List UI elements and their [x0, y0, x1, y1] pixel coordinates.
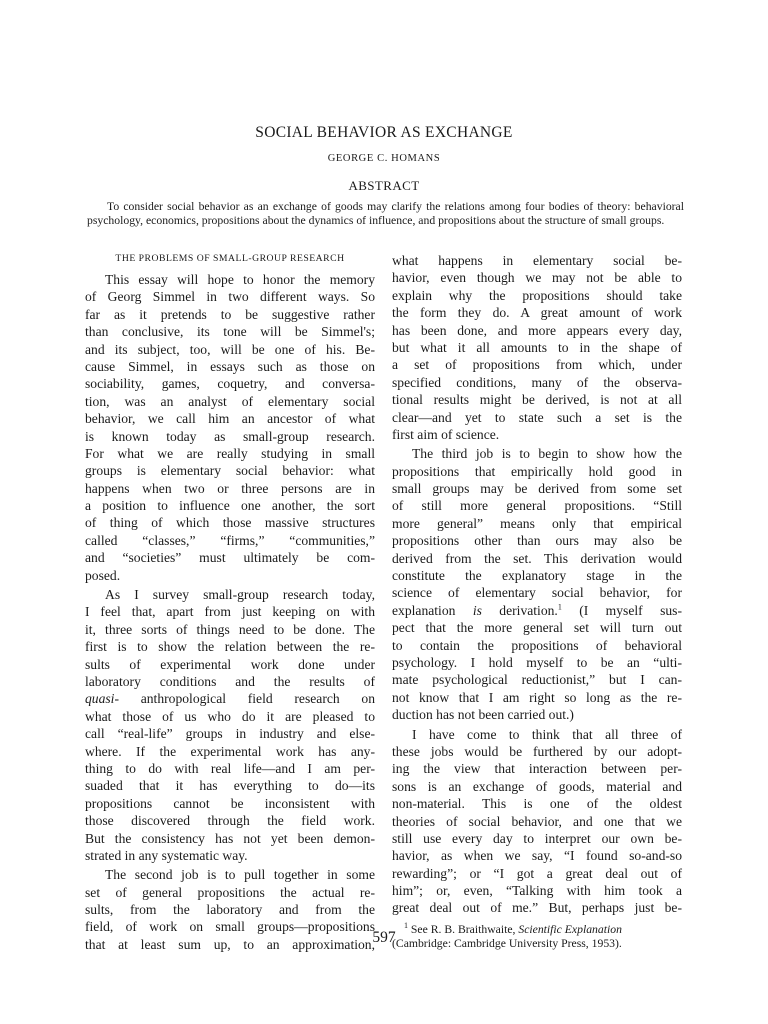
text-line: derived from the set. This derivation would [392, 550, 682, 566]
right-column [392, 252, 682, 951]
text-line: where. If the experimental work has any- [85, 743, 375, 759]
text-line: set of general propositions the actual re- [85, 884, 375, 900]
abstract-heading: ABSTRACT [348, 178, 420, 193]
text-line: than conclusive, its tone will be Simmel's; [85, 324, 375, 340]
text-line: science of elementary social behavior, for [392, 585, 682, 601]
text-line: thing to do with real life—and I am per- [85, 760, 375, 776]
text-line: propositions that empirically hold good in [392, 463, 682, 479]
text-line: sons is an exchange of goods, material and [392, 778, 682, 794]
abstract-text: To consider social behavior as an exchange of goods may clarify the relations among four bodies of theory: behavioral psychology, economics, propositions about the dynamics of influence, and propositions about the structure of small groups. [87, 200, 684, 227]
text-line: has been done, and more appears every day, [392, 322, 682, 338]
text-line: to contain the propositions of behavioral [392, 637, 682, 653]
text-line: I have come to think that all three of [412, 726, 682, 742]
text-line: first is to show the relation between the re- [85, 639, 375, 655]
text-line: first aim of science. [392, 426, 500, 442]
text-line: a set of propositions from which, under [392, 357, 682, 373]
text-line: what happens in elementary social be- [392, 253, 682, 268]
italic-word: quasi- [85, 691, 119, 707]
footnote-marker: 1 [404, 920, 408, 930]
text-line: explain why the propositions should take [392, 287, 682, 303]
text-line: theories of social behavior, and one that we [392, 813, 682, 829]
text-line: more general” means only that empirical [392, 515, 682, 531]
text-line: small groups may be derived from some set [392, 481, 682, 497]
text-line: of still more general propositions. “Still [392, 498, 682, 514]
text-line: a position to influence one another, the sort [85, 498, 375, 514]
text-line: is known today as small-group research. [85, 428, 375, 444]
text-line: The second job is to pull together in some [105, 867, 375, 883]
text-line: As I survey small-group research today, [105, 587, 375, 603]
text-line: call “real-life” groups in industry and else- [85, 726, 375, 742]
paragraph-5 [392, 445, 682, 723]
text-line: psychology. I hold myself to be an “ulti- [392, 654, 682, 670]
page-number: 597 [372, 929, 396, 946]
paragraph-4 [392, 252, 682, 443]
paragraph-2 [85, 586, 375, 864]
text-line: groups is elementary social behavior: what [85, 463, 375, 479]
text-line: the form they do. A great amount of work [392, 305, 682, 321]
text-line: sults, from the laboratory and from the [85, 902, 375, 918]
text-line: sults of experimental work done under [85, 656, 375, 672]
text-line: explanation is derivation.$^1$ (I myself sus- [392, 602, 682, 618]
text-line: specified conditions, many of the observa- [392, 374, 682, 390]
article-title: SOCIAL BEHAVIOR AS EXCHANGE [255, 124, 513, 141]
text-line: not know that I am right so long as the re- [392, 689, 682, 705]
paragraph-6 [392, 726, 682, 917]
italic-word: is [472, 602, 482, 618]
text-line: of thing of which those massive structures [85, 515, 375, 531]
text-line: cause Simmel, in essays such as those on [85, 358, 375, 374]
text-line: ing the view that interaction between per- [392, 761, 682, 777]
text-line: that at least sum up, to an approximation, [85, 936, 375, 952]
footnote-line-2: (Cambridge: Cambridge University Press, 1953). [392, 936, 622, 950]
text-line: field, of work on small groups—propositions [85, 919, 375, 935]
text-line: This essay will hope to honor the memory [105, 272, 375, 287]
text-line: suaded that it has everything to do—its [85, 778, 375, 794]
text-line: tional results might be derived, is not at all [392, 392, 682, 408]
text-line: sociability, games, coquetry, and conversa- [85, 376, 375, 392]
text-line: constitute the explanatory stage in the [392, 568, 682, 584]
text-line: him”; or, even, “Talking with him took a [392, 883, 682, 899]
text-line: strated in any systematic way. [85, 847, 248, 863]
text-line: posed. [85, 567, 121, 583]
author-name: GEORGE C. HOMANS [327, 153, 441, 164]
text-line: but what it all amounts to in the shape of [392, 339, 682, 355]
text-line: what those of us who do it are pleased to [85, 708, 375, 724]
text-line: havior, even though we may not be able to [392, 270, 682, 286]
text-line: of Georg Simmel in two different ways. So [85, 289, 375, 305]
text-line: mate psychological reductionist,” but I can- [392, 672, 682, 688]
footnote-reference: 1 [557, 602, 562, 612]
text-line: tion, was an analyst of elementary social [85, 393, 375, 409]
text-line: those discovered through the field work. [85, 813, 375, 829]
text-line: and its subject, too, will be one of his. Be- [85, 341, 375, 357]
text-line: great deal out of me.” But, perhaps just be- [392, 900, 682, 916]
text-line: called “classes,” “firms,” “communities,” [85, 532, 375, 548]
left-column [85, 252, 375, 953]
text-line: behavior, we call him an ancestor of what [85, 411, 375, 427]
text-line: rewarding”; or “I got a great deal out of [392, 865, 682, 881]
text-line: For what we are really studying in small [85, 445, 375, 461]
text-line: and “societies” must ultimately be com- [85, 550, 375, 566]
footnote-text: See R. B. Braithwaite, [410, 922, 516, 936]
text-line: laboratory conditions and the results of [85, 673, 375, 689]
text-line: non-material. This is one of the oldest [392, 796, 682, 812]
text-line: these jobs would be furthered by our adopt- [392, 743, 682, 759]
text-line: duction has not been carried out.) [392, 707, 574, 723]
text-line: havior, as when we say, “I found so-and-so [392, 848, 682, 864]
text-line: propositions cannot be inconsistent with [85, 795, 375, 811]
text-line: far as it pretends to be suggestive rather [85, 306, 375, 322]
paragraph-1 [85, 271, 375, 584]
footnote-book-title: Scientific Explanation [518, 922, 622, 936]
text-line: happens when two or three persons are in [85, 480, 375, 496]
text-line: But the consistency has not yet been demon- [85, 830, 375, 846]
text-line: quasi- anthropological field research on [85, 691, 375, 707]
text-line: pect that the more general set will turn out [392, 620, 682, 636]
text-line: The third job is to begin to show how the [412, 446, 682, 462]
text-line: still use every day to interpret our own be- [392, 830, 682, 846]
text-line: I feel that, apart from just keeping on with [85, 604, 375, 620]
text-line: clear—and yet to state such a set is the [392, 409, 682, 425]
text-line: propositions other than ours may also be [392, 533, 682, 549]
text-line: it, three sorts of things need to be done. The [85, 621, 375, 637]
section-heading: THE PROBLEMS OF SMALL-GROUP RESEARCH [115, 253, 345, 264]
